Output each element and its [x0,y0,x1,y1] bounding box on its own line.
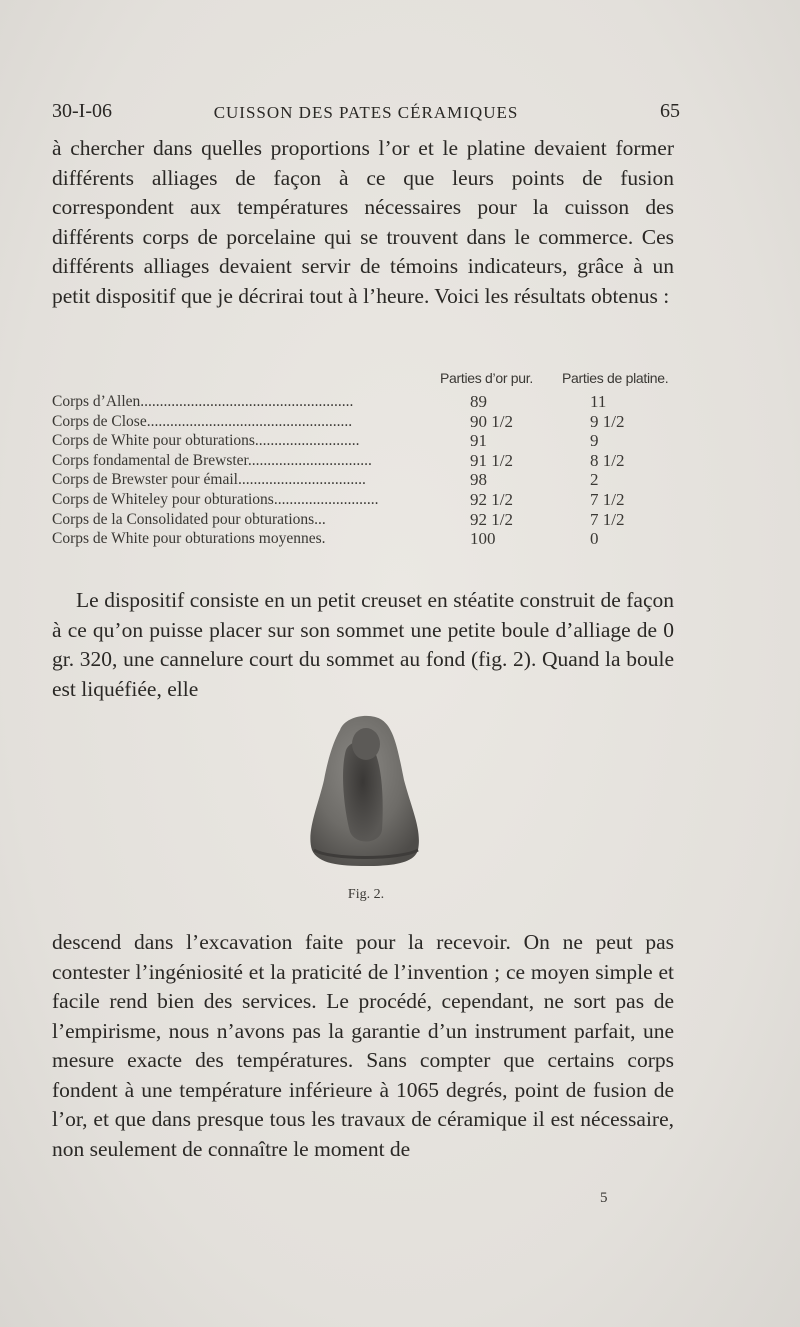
running-header [52,100,680,126]
crucible-figure [300,710,432,868]
table-row [52,490,682,510]
porcelain-body: Corps de White pour obturations moyennes. [52,530,326,548]
platinum-parts: 9 [590,431,599,451]
porcelain-body: Corps de Whiteley pour obturations........................... [52,490,379,508]
porcelain-body: Corps de Brewster pour émail................................. [52,471,366,489]
column-header-gold: Parties d’or pur. [440,370,533,386]
column-header-platinum: Parties de platine. [562,370,669,386]
header-date: 30-I-06 [52,100,112,122]
platinum-parts: 8 1/2 [590,450,625,470]
gold-parts: 92 1/2 [470,509,513,529]
platinum-parts: 2 [590,470,599,490]
table-row [52,412,682,432]
page-number: 65 [660,100,680,122]
porcelain-body: Corps de White pour obturations........................... [52,432,360,450]
alloy-table [52,370,682,549]
figure-caption: Fig. 2. [347,887,385,902]
gold-parts: 90 1/2 [470,411,513,431]
table-row [52,451,682,471]
table-row [52,529,682,549]
porcelain-body: Corps de la Consolidated pour obturations... [52,510,326,528]
table-header [52,370,682,392]
signature-mark: 5 [600,1190,608,1206]
gold-parts: 91 1/2 [470,450,513,470]
platinum-parts: 11 [590,392,607,411]
gold-parts: 98 [470,470,487,490]
gold-parts: 92 1/2 [470,489,513,509]
paragraph-device: Le dispositif consiste en un petit creuset en stéatite construit de façon à ce qu’on puisse placer sur son sommet une petite boule d’alliage de 0 gr. 320, une cannelure court du sommet au fond (fig. 2). Quand la boule est liquéfiée, elle [52,588,674,701]
table-row [52,470,682,490]
platinum-parts: 7 1/2 [590,509,625,529]
table-row [52,392,682,412]
table-row [52,510,682,530]
paragraph-discussion: descend dans l’excavation faite pour la recevoir. On ne peut pas contester l’ingéniosité et la praticité de l’invention ; ce moyen simple et facile rend bien des services. Le procédé, cependant, ne sort pas de l’empirisme, nous n’avons pas la garantie d’un instrument parfait, une mesure exacte des températures. Sans compter que certains corps fondent à une température inférieure à 1065 degrés, point de fusion de l’or, et que dans presque tous les travaux de céramique il est nécessaire, non seulement de connaître le moment de [52,930,674,1161]
platinum-parts: 0 [590,529,599,549]
table-row [52,431,682,451]
header-title: CUISSON DES PATES CÉRAMIQUES [213,103,519,122]
gold-parts: 100 [470,529,496,549]
porcelain-body: Corps d’Allen....................................................... [52,393,354,410]
platinum-parts: 7 1/2 [590,489,625,509]
paragraph-intro: à chercher dans quelles proportions l’or et le platine devaient former différents alliages de façon à ce que leurs points de fusion correspondent aux températures nécessaires pour la cuisson des différents corps de porcelaine qui se trouvent dans le commerce. Ces différents alliages devaient servir de témoins indicateurs, grâce à un petit dispositif que je décrirai tout à l’heure. Voici les résultats obtenus : [52,136,674,308]
gold-parts: 91 [470,431,487,451]
steatite-crucible-illustration [300,710,432,868]
platinum-parts: 9 1/2 [590,411,625,431]
porcelain-body: Corps de Close..................................................... [52,412,353,430]
porcelain-body: Corps fondamental de Brewster................................ [52,451,372,469]
gold-parts: 89 [470,392,487,411]
